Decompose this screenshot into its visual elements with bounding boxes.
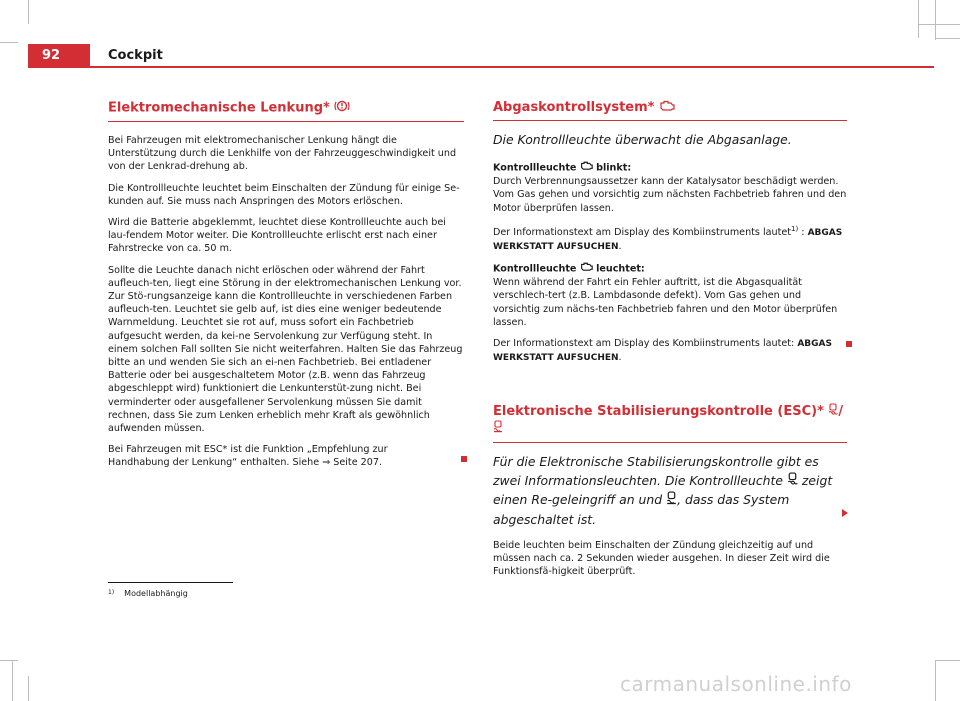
crop-mark: [28, 676, 29, 701]
crop-mark: [0, 660, 18, 661]
paragraph: Sollte die Leuchte danach nicht erlöschen oder während der Fahrt aufleuch-ten, liegt eine Störung in der elektromechanischen Lenkung vor. Zur Stö-rungsanzeige kann die Kontrollleuchte in verschiedenen Farben aufleuch-ten. Leuchtet sie gelb auf, ist dies eine weniger bedeutende Warnmeldung. Leuchtet sie rot auf, muss sofort ein Fachbetrieb aufgesucht werden, da kei-ne Servolenkung zur Verfügung steht. In einem solchen Fall sollten Sie nicht weiterfahren. Halten Sie das Fahrzeug bitte an und wenden Sie sich an ei-nen Fachbetrieb. Bei entladener Batterie oder bei ausgeschaltetem Motor (z.B. wenn das Fahrzeug abgeschleppt wird) funktioniert die Lenkunterstüt-zung nicht. Bei verminderter oder ausgefallener Servolenkung müssen Sie damit rechnen, dass Sie zum Lenken erheblich mehr Kraft als gewöhnlich aufwenden müssen.: [108, 264, 463, 435]
esc-off-icon: [666, 491, 677, 510]
paragraph: Durch Verbrennungsaussetzer kann der Katalysator beschädigt werden. Vom Gas gehen und vorsichtig zum nächsten Fachbetrieb fahren und den Motor überprüfen lassen.: [493, 176, 847, 214]
paragraph: Der Informationstext am Display des Kombiinstruments lautet$^{1)}$ : ABGAS WERKSTATT AUFSUCHEN.: [493, 224, 843, 253]
display-message: ABGAS WERKSTATT AUFSUCHEN: [493, 339, 832, 364]
engine-check-icon: [580, 161, 593, 174]
section-end-marker: [461, 456, 467, 462]
esc-off-icon: [493, 420, 503, 437]
paragraph: Bei Fahrzeugen mit elektromechanischer Lenkung hängt die Unterstützung durch die Lenkhilfe von der Fahrzeuggeschwindigkeit und von der Lenkrad-drehung ab.: [108, 135, 457, 173]
header-rule: [28, 66, 934, 68]
section-title-steering: Elektromechanische Lenkung*: [108, 100, 464, 122]
paragraph: Die Kontrollleuchte leuchtet beim Einschalten der Zündung für einige Se-kunden auf. Sie muss nach Anspringen des Motors erlöschen.: [108, 182, 460, 207]
crop-mark: [0, 42, 18, 43]
crop-mark: [935, 660, 960, 661]
paragraph: Wenn während der Fahrt ein Fehler auftritt, ist die Abgasqualität verschlech-tert (z.B. Lambdasonde defekt). Vom Gas gehen und vorsichtig zum nächs-ten Fachbetrieb fahren und den Motor überprüfen lassen.: [493, 277, 838, 328]
continue-arrow-icon: [842, 509, 848, 517]
paragraph: Wird die Batterie abgeklemmt, leuchtet diese Kontrollleuchte auch bei lau-fendem Motor weiter. Die Kontrollleuchte erlischt erst nach einer Fahrstrecke von ca. 50 m.: [108, 217, 446, 255]
emission-lead: Die Kontrollleuchte überwacht die Abgasanlage.: [493, 132, 792, 147]
crop-mark: [935, 38, 960, 39]
section-title-emission: Abgaskontrollsystem*: [493, 100, 847, 121]
engine-check-icon: [580, 262, 593, 275]
crop-mark: [935, 660, 936, 701]
section-title-esc: Elektronische Stabilisierungskontrolle (ESC)* /: [493, 403, 847, 443]
paragraph: Bei Fahrzeugen mit ESC* ist die Funktion „Empfehlung zur Handhabung der Lenkung“ enthalten. Siehe ⇒ Seite 207.: [108, 444, 388, 469]
engine-check-icon: [659, 100, 675, 115]
section-end-marker: [846, 341, 852, 347]
steering-warning-icon: [334, 100, 350, 116]
crop-mark: [12, 660, 13, 701]
esc-lead: Für die Elektronische Stabilisierungskontrolle gibt es zwei Informationsleuchten. Die Kontrollleuchte zeigt einen Re-geleingriff an und , dass das System abgeschaltet ist.: [493, 454, 833, 527]
esc-skid-icon: [828, 403, 838, 420]
page-number: 92: [28, 44, 90, 68]
left-column: [108, 100, 464, 478]
lit-heading: Kontrollleuchte leuchtet:: [493, 264, 645, 276]
esc-skid-icon: [787, 472, 798, 491]
watermark: carmanualsonline.info: [620, 672, 852, 696]
crop-mark: [918, 0, 919, 38]
crop-mark: [918, 24, 960, 25]
paragraph: Der Informationstext am Display des Kombiinstruments lautet: ABGAS WERKSTATT AUFSUCHEN.: [493, 338, 832, 364]
footnote-rule: [108, 582, 233, 583]
footnote: $^{1)}$ Modellabhängig: [108, 589, 188, 598]
display-message: ABGAS WERKSTATT AUFSUCHEN: [493, 228, 843, 253]
right-column: [493, 100, 847, 587]
footnote-ref: 1): [791, 224, 799, 233]
crop-mark: [935, 0, 936, 40]
blink-heading: Kontrollleuchte blinkt:: [493, 163, 632, 175]
crop-mark: [28, 0, 29, 24]
paragraph: Beide leuchten beim Einschalten der Zündung gleichzeitig auf und müssen nach ca. 2 Sekunden wieder ausgehen. In dieser Zeit wird die Funktionsfä-higkeit überprüft.: [493, 540, 830, 578]
chapter-title: Cockpit: [108, 48, 163, 63]
